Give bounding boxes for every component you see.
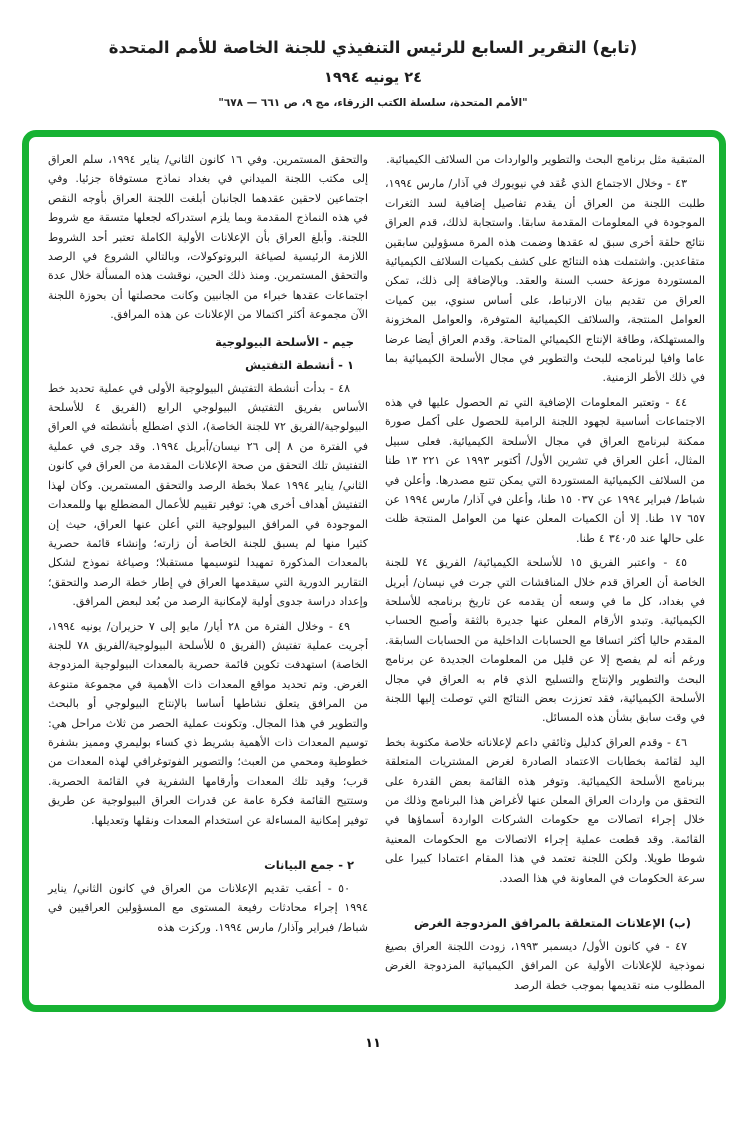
report-date: ٢٤ يونيه ١٩٩٤ [324,70,422,86]
paragraph-47: ٤٧ - في كانون الأول/ ديسمبر ١٩٩٣، زودت اللجنة العراق بصيغ نموذجية للإعلانات الأولية عن المرافق الكيميائية المزدوجة الغرض المطلوب منه تقديمها بموجب خطة الرصد [385,940,705,992]
paragraph-50: ٥٠ - أعقب تقديم الإعلانات من العراق في كانون الثاني/ يناير ١٩٩٤ إجراء محادثات رفيعة المستوى مع المسؤولين العراقيين في شباط/ فبراير وآذار/ مارس ١٩٩٤. وركزت هذه [48,882,368,934]
document-header [0,38,746,109]
paragraph-44: ٤٤ - وتعتبر المعلومات الإضافية التي تم الحصول عليها في هذه الاجتماعات أساسية لجهود اللجنة الرامية للحصول على أكمل صورة ممكنة لبرنامج العراق في مجال الأسلحة الكيميائية. فعلى سبيل المثال، أعلن العراق في تشرين الأول/ أكتوبر ١٩٩٣ عن ٢٢١ ١٣ طنا من السلائف الكيميائية المستوردة التي يمكن تتبع مصدرها. وأعلن في شباط/ فبراير ١٩٩٤ عن ٠٣٧ ١٥ طنا، وأعلن في آذار/ مارس ١٩٩٤ عن ٦٥٧ ١٧ طنا. إلا أن الكميات المعلن عنها من العوامل المنتجة ظلت على حالها عند ٣٤٠٫٥ ٤ طنا. [385,395,706,545]
two-column-layout [43,150,705,995]
column-right [385,150,705,995]
paragraph-fragment: المتبقية مثل برنامج البحث والتطوير والواردات من السلائف الكيميائية. [386,153,705,166]
heading-inspection-activities: ١ - أنشطة التفتيش [245,357,354,372]
paragraph-46: ٤٦ - وقدم العراق كدليل وثائقي داعم لإعلاناته خلاصة مكتوبة بخط اليد لقائمة بخطابات الاعتماد الصادرة لغرض المشتريات المتعلقة ببرنامج الأسلحة الكيميائية. وتوفر هذه القائمة بعض القدرة على التحقق من واردات العراق المعلن عنها لأغراض هذا البرنامج وذلك من خلال إجراء اتصالات مع حكومات الشركات الواردة أسماؤها في القائمة. وقد قطعت عملية إجراء الاتصالات مع الحكومات المعنية شوطا طويلا. ولكن اللجنة تعتمد في هذا المقام اعتمادا كبيرا على سرعة الحكومات في المعاونة في هذا الصدد. [385,735,705,885]
paragraph-continuation: والتحقق المستمرين. وفي ١٦ كانون الثاني/ يناير ١٩٩٤، سلم العراق إلى مكتب اللجنة الميداني في بغداد نماذج مستوفاة جزئيا. وفي اجتماعين لاحقين عقدهما الجانبان أبلغت اللجنة العراق بأوجه النقص في هذه النماذج المقدمة وبما يلزم استدراكه لجعلها متسقة مع شروط اللجنة. وأبلغ العراق بأن الإعلانات الأولية الكاملة تعتبر أحد الشروط اللازمة الرئيسية لصياغة البروتوكولات، وبالتالي الشروع في الرصد والتحقق المستمرين. ومنذ ذلك الحين، نوقشت هذه المسألة خلال عدة اجتماعات عقدها خبراء من الجانبين وكانت محصلتها أن بحوزة اللجنة الآن مجموعة أكثر اكتمالا من الإعلانات عن هذه المرافق. [48,153,368,322]
heading-data-collection: ٢ - جمع البيانات [264,858,354,872]
paragraph-49: ٤٩ - وخلال الفترة من ٢٨ أيار/ مايو إلى ٧ حزيران/ يونيه ١٩٩٤، أجريت عملية تفتيش (الفريق ٥ للأسلحة البيولوجية/الفريق ٧٨ للجنة الخاصة) استهدفت تكوين قائمة حصرية بالمعدات البيولوجية المزدوجة الغرض. وتم تحديد مواقع المعدات ذات الأهمية في مجموعة متنوعة من المرافق يتعلق نشاطها أساسا بالإنتاج البيولوجي أو بالبحث والتطوير في هذا المجال. وتكونت عملية الحصر من ثلاث مراحل هي: توسيم المعدات ذات الأهمية بشريط ذي كساء بوليمري ومميز بشفرة خطوطية ومحمي من العبث؛ والتصوير الفوتوغرافي لهذه المعدات من قرب؛ وقيد تلك المعدات وأرقامها الشفرية في القائمة الحصرية. وستتيح القائمة فكرة عامة عن قدرات العراق البيولوجية عن طريق توفير إمكانية المساءلة عن استخدام المعدات ونقلها وتعديلها. [48,619,368,827]
paragraph-48: ٤٨ - بدأت أنشطة التفتيش البيولوجية الأولى في عملية تحديد خط الأساس بفريق التفتيش البيولوجي الرابع (الفريق ٤ للأسلحة البيولوجية/الفريق ٧٢ للجنة الخاصة)، الذي اضطلع بأنشطته في العراق في الفترة من ٨ إلى ٢٦ نيسان/أبريل ١٩٩٤. وقد جرى في عملية التفتيش تلك التحقق من صحة الإعلانات المقدمة من العراق في كانون الثاني/ يناير ١٩٩٤ عملا بخطة الرصد والتحقق المستمرين. وكان لهذا التفتيش أهداف أخرى هي: توفير تقييم للأعمال المضطلع بها وللمعدات الموجودة في المرافق البيولوجية التي أعلن عنها العراق، حيث إن كثيرا منها لم يسبق للجنة الخاصة أن زارته؛ وإنشاء قائمة حصرية بالمعدات المذكورة تمهيدا لتوسيمها مستقبلا؛ وصياغة نموذج لشكل التقارير الدورية التي سيقدمها العراق في إطار خطة الرصد والتحقق؛ وإعداد دراسة جدوى أولية لإمكانية الرصد من بُعد لبعض المرافق. [48,381,369,609]
heading-dual-purpose-facilities: (ب) الإعلانات المتعلقة بالمرافق المزدوجة الغرض [414,916,691,931]
paragraph-45: ٤٥ - واعتبر الفريق ١٥ للأسلحة الكيميائية/ الفريق ٧٤ للجنة الخاصة أن العراق قدم خلال المناقشات التي جرت في نيسان/ أبريل في بغداد، كل ما في وسعه أن يقدمه عن تاريخ برنامجه للأسلحة الكيميائية. وتبدو الأرقام المعلن عنها جديرة بالثقة وأصبح الحساب المقدم حاليا أكثر اتساقا مع الحسابات الداخلية من الحسابات السابقة. ورغم أنه لم يفصح إلا عن قليل من المعلومات الجديدة عن برنامج البحث والتطوير والإنتاج والتسليح الذي قام به العراق في مجال الأسلحة الكيميائية، فقد تعززت بعض النتائج التي توصلت إليها اللجنة في وقت سابق بشأن هذه المسائل. [385,556,705,725]
heading-biological-weapons: جيم - الأسلحة البيولوجية [215,334,354,349]
source-citation: "الأمم المتحدة، سلسلة الكتب الزرقاء، مج ٩، ص ٦٦١ — ٦٧٨" [218,97,528,109]
report-title: (تابع) التقرير السابع للرئيس التنفيذي للجنة الخاصة للأمم المتحدة [108,38,638,57]
page-number: ١١ [365,1036,381,1051]
green-border-frame [22,130,726,1012]
paragraph-43: ٤٣ - وخلال الاجتماع الذي عُقد في نيويورك في آذار/ مارس ١٩٩٤، طلبت اللجنة من العراق أن يقدم تفاصيل إضافية لسد الثغرات الموجودة في المعلومات المقدمة سابقا. واستجابة لذلك، قدم العراق نتائج حلقة أخرى سبق له عقدها وضمت هذه المرة مسؤولين سابقين متقاعدين. واشتملت هذه النتائج على كشف بكميات السلائف الكيميائية المستوردة موزعة حسب السنة والعقد. وبالإضافة إلى ذلك، تمكن العراق من تقديم بيان الارتباط، على أساس سنوي، بين كميات العوامل المنتجة، والسلائف الكيميائية المتوفرة، والعوامل المخزونة والمستهلكة، وطاقة الإنتاج الكيميائي المتاحة. وقدم العراق أيضا عرضا عاما وافيا لبرنامجه للبحث والتطوير في مجال الأسلحة الكيميائية بما في ذلك الأطر الزمنية. [385,177,705,385]
column-left [48,150,368,995]
